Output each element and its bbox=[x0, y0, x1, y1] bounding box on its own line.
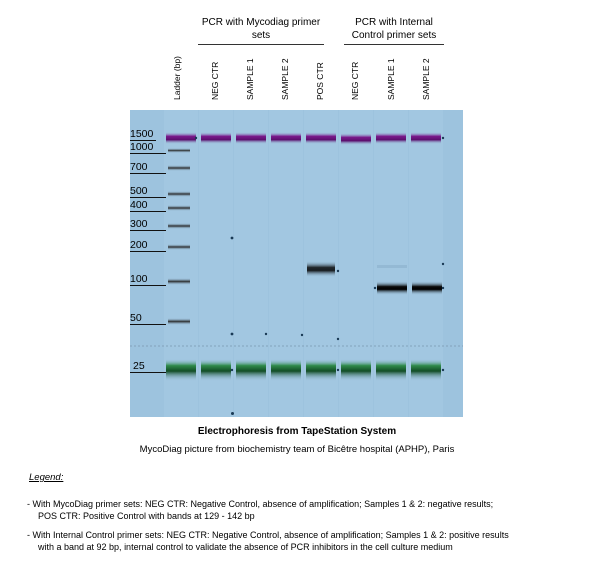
band-lower-ladder bbox=[166, 359, 196, 381]
legend-item-internal-control-cont: with a band at 92 bp, internal control to validate the absence of PCR inhibitors in the cell culture medium bbox=[38, 542, 453, 552]
group-title-internal-control bbox=[344, 16, 444, 42]
bp-underline-25 bbox=[130, 372, 166, 373]
band-upper-lane3 bbox=[271, 132, 301, 144]
bp-underline-100 bbox=[130, 285, 166, 286]
legend-item-mycodiag: - With MycoDiag primer sets: NEG CTR: Negative Control, absence of amplification; Samples 1 & 2: negative results; bbox=[27, 499, 494, 509]
band-lower-lane3 bbox=[271, 359, 301, 381]
gel-image bbox=[130, 110, 463, 417]
group-title-internal-control-text: PCR with Internal Control primer sets bbox=[351, 17, 437, 41]
bp-label-700: 700 bbox=[130, 161, 148, 173]
bp-underline-50 bbox=[130, 324, 166, 325]
band-lower-lane1 bbox=[201, 359, 231, 381]
bp-label-500: 500 bbox=[130, 185, 148, 197]
bp-label-50: 50 bbox=[130, 312, 142, 324]
lane-label-sample-1-a: SAMPLE 1 bbox=[245, 58, 255, 100]
lane-label-pos-ctr: POS CTR bbox=[315, 62, 325, 100]
ladder-band-500 bbox=[168, 191, 190, 197]
band-upper-lane7 bbox=[411, 132, 441, 144]
band-upper-lane5 bbox=[341, 133, 371, 145]
ladder-band-400 bbox=[168, 205, 190, 211]
lower-marker-bands bbox=[166, 359, 441, 381]
band-upper-ladder bbox=[166, 132, 196, 144]
bp-label-1500: 1500 bbox=[130, 128, 154, 140]
bp-label-1000: 1000 bbox=[130, 141, 154, 153]
band-upper-lane1 bbox=[201, 132, 231, 144]
bp-underline-500 bbox=[130, 197, 166, 198]
band-upper-lane4 bbox=[306, 132, 336, 144]
caption-subtitle: MycoDiag picture from biochemistry team of Bicêtre hospital (APHP), Paris bbox=[139, 444, 455, 455]
bp-underline-1000 bbox=[130, 153, 166, 154]
band-upper-lane6 bbox=[376, 132, 406, 144]
group-title-mycodiag-text: PCR with Mycodiag primer sets bbox=[201, 17, 321, 41]
band-lower-lane6 bbox=[376, 359, 406, 381]
group-rule-mycodiag bbox=[198, 44, 324, 45]
ladder-band-1000 bbox=[168, 148, 190, 153]
ladder-band-100 bbox=[168, 278, 190, 285]
group-title-mycodiag bbox=[198, 16, 324, 42]
lane-label-neg-ctr-1: NEG CTR bbox=[210, 61, 220, 100]
band-lower-lane2 bbox=[236, 359, 266, 381]
lane-label-sample-2-b: SAMPLE 2 bbox=[421, 58, 431, 100]
band-sample2-ic bbox=[412, 281, 442, 295]
bp-underline-400 bbox=[130, 211, 166, 212]
ladder-band-50 bbox=[168, 318, 190, 325]
band-upper-lane2 bbox=[236, 132, 266, 144]
bp-label-200: 200 bbox=[130, 239, 148, 251]
legend-item-internal-control: - With Internal Control primer sets: NEG CTR: Negative Control, absence of amplification; Samples 1 & 2: positive results bbox=[27, 530, 509, 540]
bp-label-100: 100 bbox=[130, 273, 148, 285]
bp-underline-200 bbox=[130, 251, 166, 252]
lane-label-neg-ctr-2: NEG CTR bbox=[350, 61, 360, 100]
band-sample1-ic bbox=[377, 281, 407, 295]
band-pos-ctr bbox=[307, 261, 335, 277]
bp-label-300: 300 bbox=[130, 218, 148, 230]
upper-marker-bands bbox=[166, 132, 441, 145]
stray-dot bbox=[231, 412, 234, 415]
band-lower-lane7 bbox=[411, 359, 441, 381]
band-lower-lane5 bbox=[341, 359, 371, 381]
ladder-band-200 bbox=[168, 244, 190, 250]
lane-label-sample-1-b: SAMPLE 1 bbox=[386, 58, 396, 100]
ladder-band-300 bbox=[168, 223, 190, 229]
ladder-band-700 bbox=[168, 165, 190, 171]
bp-label-25: 25 bbox=[133, 360, 145, 372]
caption-title: Electrophoresis from TapeStation System bbox=[197, 426, 397, 437]
bp-underline-700 bbox=[130, 173, 166, 174]
band-lower-lane4 bbox=[306, 359, 336, 381]
bp-label-400: 400 bbox=[130, 199, 148, 211]
bp-underline-300 bbox=[130, 230, 166, 231]
group-rule-internal-control bbox=[344, 44, 444, 45]
legend-title: Legend: bbox=[29, 472, 64, 483]
lane-label-sample-2-a: SAMPLE 2 bbox=[280, 58, 290, 100]
gel-drawing bbox=[130, 110, 463, 417]
lane-label-ladder: Ladder (bp) bbox=[172, 56, 182, 100]
legend-item-mycodiag-cont: POS CTR: Positive Control with bands at 129 - 142 bp bbox=[38, 511, 255, 521]
